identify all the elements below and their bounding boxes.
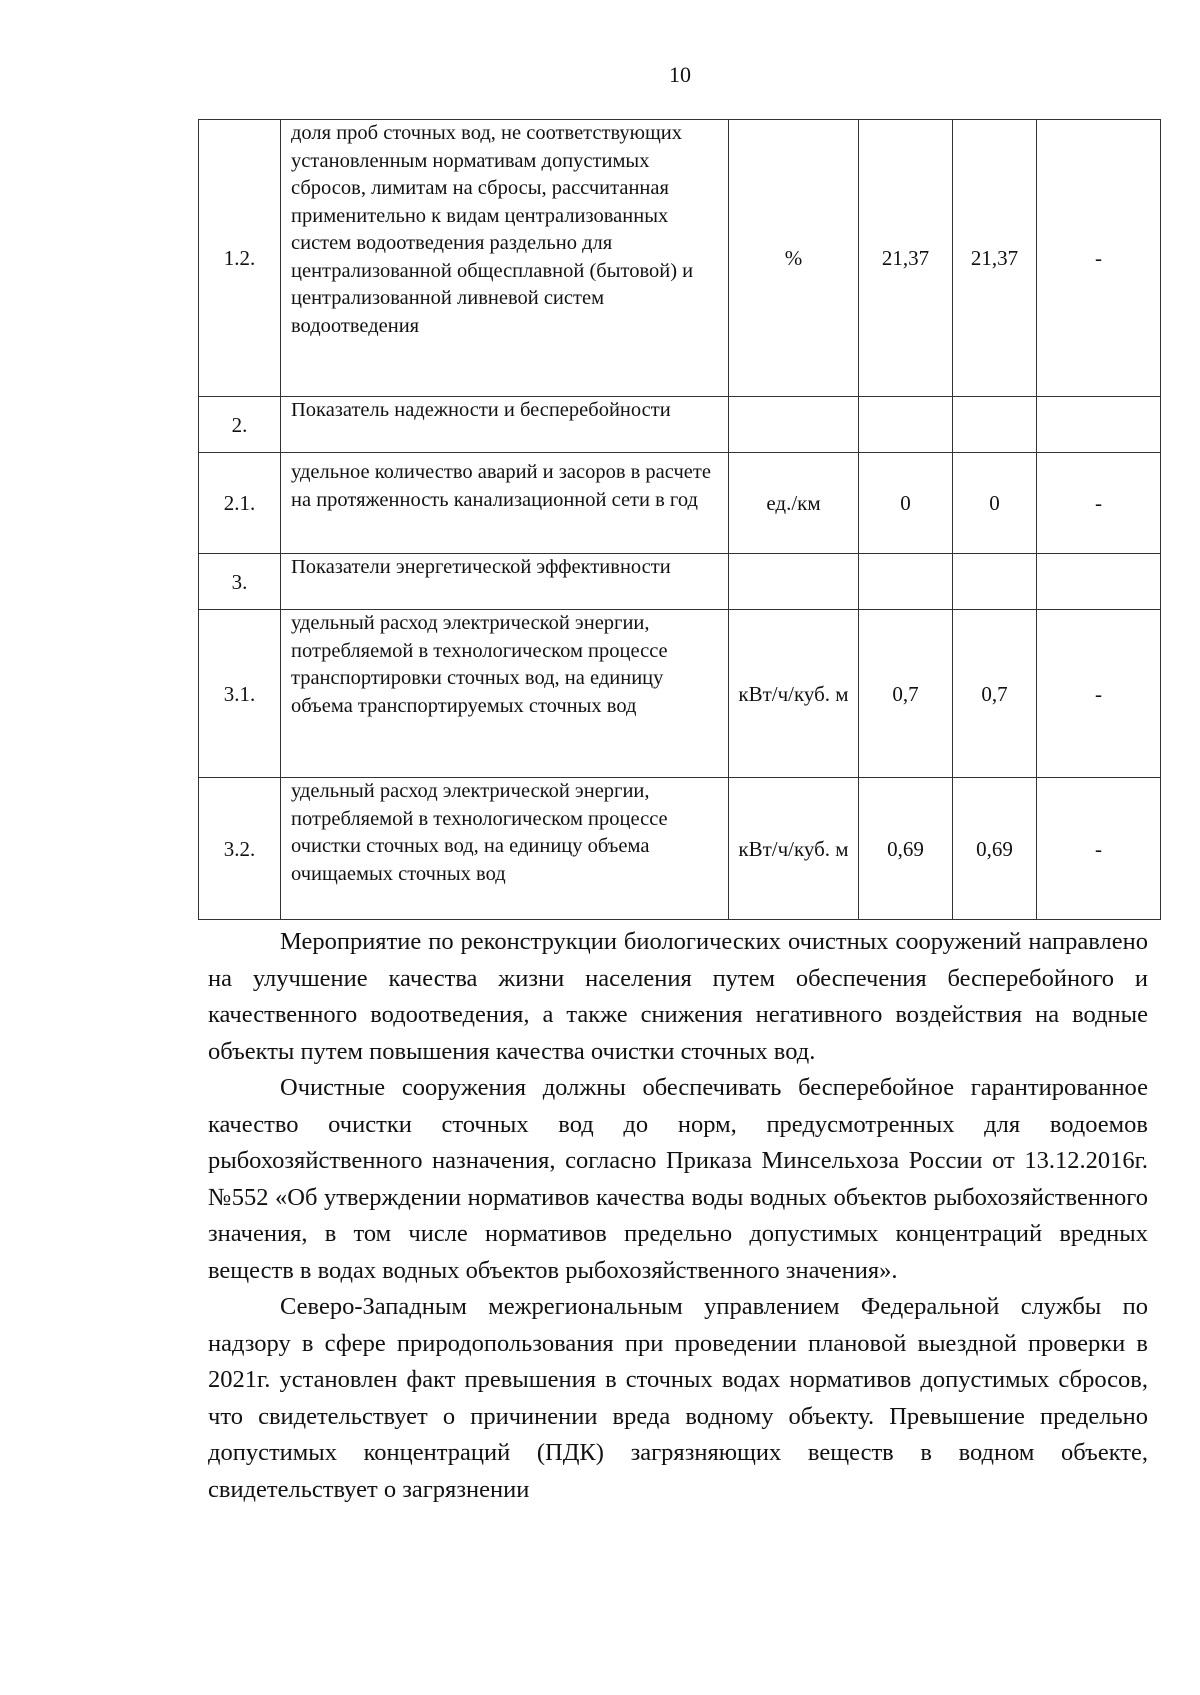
table-row bbox=[199, 778, 1161, 920]
indicator-name: удельный расход электрической энергии, потребляемой в технологическом процессе очистки сточных вод, на единицу объема очищаемых сточных вод bbox=[281, 778, 729, 920]
unit-cell: кВт/ч/куб. м bbox=[729, 778, 859, 920]
value-cell: 0,7 bbox=[859, 610, 953, 778]
value-cell bbox=[1037, 554, 1161, 610]
value-cell bbox=[859, 554, 953, 610]
value-cell: - bbox=[1037, 120, 1161, 397]
paragraph: Северо-Западным межрегиональным управлением Федеральной службы по надзору в сфере природопользования при проведении плановой выездной проверки в 2021г. установлен факт превышения в сточных водах нормативов допустимых сбросов, что свидетельствует о причинении вреда водному объекту. Превышение предельно допустимых концентраций (ПДК) загрязняющих веществ в водном объекте, свидетельствует о загрязнении bbox=[208, 1293, 1148, 1503]
value-cell: 0,7 bbox=[953, 610, 1037, 778]
value-cell: 21,37 bbox=[859, 120, 953, 397]
row-number: 3.2. bbox=[199, 778, 281, 920]
paragraph: Очистные сооружения должны обеспечивать бесперебойное гарантированное качество очистки сточных вод до норм, предусмотренных для водоемов рыбохозяйственного назначения, согласно Приказа Минсельхоза России от 13.12.2016г. №552 «Об утверждении нормативов качества воды водных объектов рыбохозяйственного значения, в том числе нормативов предельно допустимых концентраций вредных веществ в водах водных объектов рыбохозяйственного значения». bbox=[208, 1074, 1148, 1284]
unit-cell bbox=[729, 554, 859, 610]
value-cell: 0,69 bbox=[953, 778, 1037, 920]
paragraph: Мероприятие по реконструкции биологических очистных сооружений направлено на улучшение качества жизни населения путем обеспечения бесперебойного и качественного водоотведения, а также снижения негативного воздействия на водные объекты путем повышения качества очистки сточных вод. bbox=[208, 928, 1148, 1065]
value-cell: 0 bbox=[859, 453, 953, 554]
value-cell: 0 bbox=[953, 453, 1037, 554]
indicators-table bbox=[198, 119, 1161, 920]
table-row bbox=[199, 610, 1161, 778]
unit-cell: ед./км bbox=[729, 453, 859, 554]
indicator-name: Показатели энергетической эффективности bbox=[281, 554, 729, 610]
unit-cell: кВт/ч/куб. м bbox=[729, 610, 859, 778]
value-cell: - bbox=[1037, 778, 1161, 920]
row-number: 3. bbox=[199, 554, 281, 610]
row-number: 3.1. bbox=[199, 610, 281, 778]
value-cell: 0,69 bbox=[859, 778, 953, 920]
table-row bbox=[199, 397, 1161, 453]
value-cell: - bbox=[1037, 453, 1161, 554]
indicator-name: удельный расход электрической энергии, потребляемой в технологическом процессе транспортировки сточных вод, на единицу объема транспортируемых сточных вод bbox=[281, 610, 729, 778]
page-number: 10 bbox=[669, 62, 691, 87]
indicator-name: удельное количество аварий и засоров в расчете на протяженность канализационной сети в год bbox=[281, 453, 729, 554]
row-number: 1.2. bbox=[199, 120, 281, 397]
row-number: 2. bbox=[199, 397, 281, 453]
unit-cell: % bbox=[729, 120, 859, 397]
value-cell bbox=[859, 397, 953, 453]
indicator-name: Показатель надежности и бесперебойности bbox=[281, 397, 729, 453]
value-cell bbox=[1037, 397, 1161, 453]
table-row bbox=[199, 554, 1161, 610]
unit-cell bbox=[729, 397, 859, 453]
table-row bbox=[199, 120, 1161, 397]
body-text bbox=[208, 924, 1148, 1508]
value-cell: 21,37 bbox=[953, 120, 1037, 397]
indicator-name: доля проб сточных вод, не соответствующих установленным нормативам допустимых сбросов, лимитам на сбросы, рассчитанная применительно к видам централизованных систем водоотведения раздельно для централизованной общесплавной (бытовой) и централизованной ливневой систем водоотведения bbox=[281, 120, 729, 397]
value-cell bbox=[953, 397, 1037, 453]
row-number: 2.1. bbox=[199, 453, 281, 554]
table-row bbox=[199, 453, 1161, 554]
value-cell: - bbox=[1037, 610, 1161, 778]
value-cell bbox=[953, 554, 1037, 610]
